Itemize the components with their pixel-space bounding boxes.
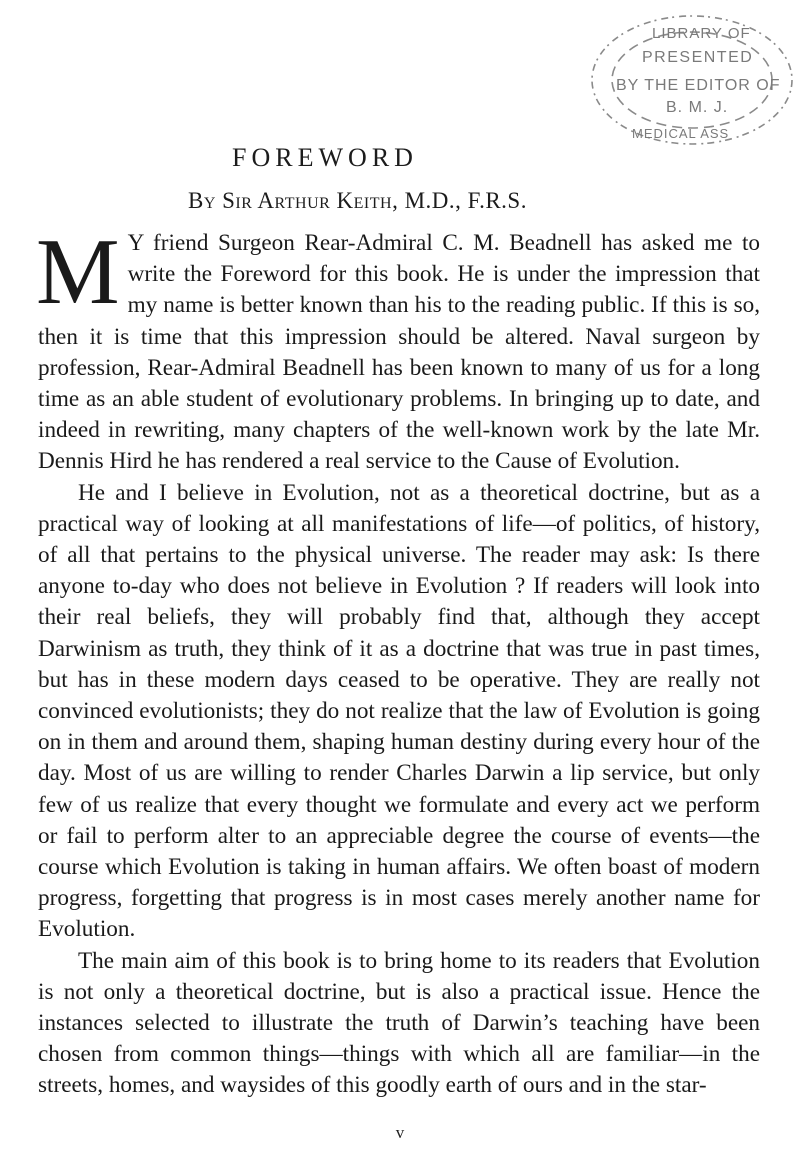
stamp-line-3: BY THE EDITOR OF xyxy=(616,77,781,94)
paragraph-3: The main aim of this book is to bring home to its readers that Evolution is not only a theoretical doctrine, but is also a practical issue. Hence the instances selected to illustrate the truth of Darwin’s teaching have been chosen from common things—things with which all are familiar—in the streets, homes, and waysides of this goodly earth of ours and in the star- xyxy=(38,947,760,1099)
paragraph-2: He and I believe in Evolution, not as a theoretical doctrine, but as a practical way of looking at all manifestations of life—of politics, of history, of all that pertains to the physical universe. The reader may ask: Is there anyone to-day who does not believe in Evolution ? If readers will look into their real beliefs, they will probably find that, although they accept Darwinism as truth, they think of it as a doctrine that was true in past times, but has in these modern days ceased to be operative. They are really not convinced evolutionists; they do not realize that the law of Evolution is going on in them and around them, shaping human destiny during every hour of the day. Most of us are willing to render Charles Darwin a lip service, but only few of us realize that every thought we formulate and every act we perform or fail to perform alter to an appreciable degree the course of events—the course which Evolution is taking in human affairs. We often boast of modern progress, forgetting that progress is in most cases merely another name for Evolution. xyxy=(38,479,760,943)
page-title: FOREWORD xyxy=(232,143,418,172)
stamp-line-4: B. M. J. xyxy=(666,99,729,116)
paragraph-1-text: Y friend Surgeon Rear-Admiral C. M. Beadnell has asked me to write the Foreword for this book. He is under the impression that my name is better known than his to the reading public. If this is so, then it is time that this impression should be altered. Naval surgeon by profession, Rear-Admiral Beadnell has been known to many of us for a long time as an able student of evolutionary problems. In bringing up to date, and indeed in rewriting, many chapters of the well-known work by the late Mr. Dennis Hird he has rendered a real service to the Cause of Evolution. xyxy=(38,230,760,475)
paragraph-1 xyxy=(36,220,760,478)
stamp-line-2: PRESENTED xyxy=(642,49,754,66)
byline: By Sir Arthur Keith, M.D., F.R.S. xyxy=(188,188,527,213)
drop-cap: M xyxy=(36,220,120,324)
library-stamp xyxy=(580,4,800,154)
body-text xyxy=(36,220,760,1102)
stamp-line-5: MEDICAL ASS xyxy=(632,126,730,141)
stamp-line-1: LIBRARY OF xyxy=(652,25,751,42)
page-number: v xyxy=(395,1123,405,1142)
